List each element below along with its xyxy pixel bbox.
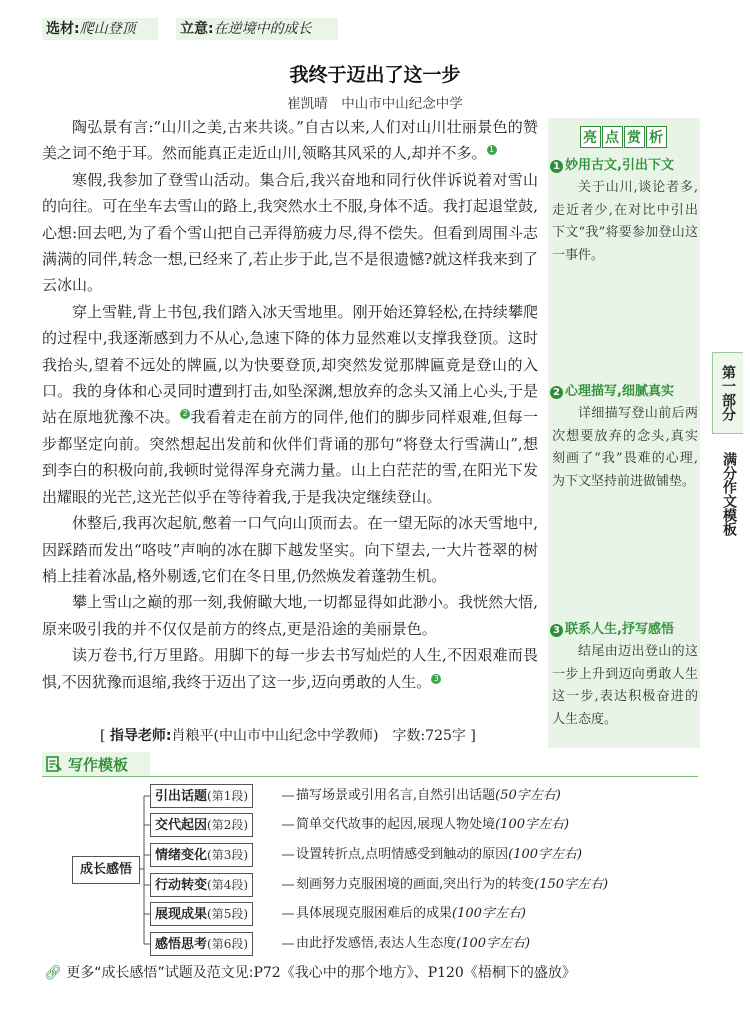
template-desc-2: 简单交代故事的起因,展现人物处境(100字左右) [296,817,570,832]
template-desc-5: 具体展现克服困难后的成果(100字左右) [296,906,526,921]
template-branch-3: 情绪变化(第3段) [150,843,253,867]
note-marker-2: 2 [180,409,190,419]
teacher-value: 肖粮平(中山市中山纪念中学教师) [171,728,379,744]
template-desc-4: 刻画努力克服困境的画面,突出行为的转变(150字左右) [296,877,609,892]
note-heading-2: 2 心理描写,细腻真实 [550,380,674,399]
template-branch-2: 交代起因(第2段) [150,813,253,837]
topic-value: 爬山登顶 [79,21,136,37]
template-heading: 写作模板 [68,756,129,774]
more-refs [44,962,576,982]
template-branch-1: 引出话题(第1段) [150,784,253,808]
note-marker-1: 1 [487,145,497,155]
template-desc-1: 描写场景或引用名言,自然引出话题(50字左右) [296,788,561,803]
essay-title: 我终于迈出了这一步 [289,64,461,86]
topic-label: 选材: [46,21,80,37]
link-icon: 🔗︎ [44,965,62,981]
essay-paragraph: 寒假,我参加了登雪山活动。集合后,我兴奋地和同行伙伴诉说着对雪山的向往。可在坐车去雪山的路上,我突然水土不服,身体不适。我打起退堂鼓,心想:回去吧,为了看个雪山把自己弄得筋疲力尽,得不偿失。但看到周围斗志满满的同伴,转念一想,已经来了,若止步于此,岂不是很遗憾?就这样我来到了云冰山。 [42,170,538,295]
template-desc-6: 由此抒发感悟,表达人生态度(100字左右) [296,936,531,951]
part-tab[interactable]: 第一部分 [712,352,743,434]
template-desc-3: 设置转折点,点明情感受到触动的原因(100字左右) [296,847,583,862]
teacher-label: 指导老师: [109,728,172,744]
note-heading-1: 1 妙用古文,引出下文 [550,154,674,173]
essay-author: 崔凯晴 中山市中山纪念中学 [287,96,463,112]
template-branch-6: 感悟思考(第6段) [150,932,253,956]
template-root: 成长感悟 [72,856,140,884]
essay-paragraph: 攀上雪山之巅的那一刻,我俯瞰大地,一切都显得如此渺小。我恍然大悟,原来吸引我的并不仅仅是前方的终点,更是沿途的美丽景色。 [42,593,538,638]
more-prefix: 更多“成长感悟”试题及范文见: [66,965,254,981]
note-heading-3: 3 联系人生,抒写感悟 [550,618,674,637]
teacher-line: [ 指导老师:肖粮平(中山市中山纪念中学教师) 字数:725字 ] [100,728,476,744]
word-count: 字数:725字 [392,728,466,744]
template-branch-4: 行动转变(第4段) [150,873,253,897]
template-branch-5: 展现成果(第5段) [150,902,253,926]
note-body-1: 关于山川,谈论者多,走近者少,在对比中引出下文“我”将要参加登山这一事件。 [552,180,698,263]
essay-paragraph: 休整后,我再次起航,憋着一口气向山顶而去。在一望无际的冰天雪地中,因踩踏而发出“咯吱”声响的冰在脚下越发坚实。向下望去,一大片苍翠的树梢上挂着冰晶,格外剔透,它们在冬日里,仍然焕发着蓬勃生机。 [42,514,538,585]
more-refs-links[interactable]: P72《我心中的那个地方》、P120《梧桐下的盛放》 [253,965,576,981]
intent-value: 在逆境中的成长 [213,21,312,37]
panel-title: 亮 点 赏 析 [580,126,668,148]
essay-paragraph: 陶弘景有言:“山川之美,古来共谈。”自古以来,人们对山川壮丽景色的赞美之词不绝于耳。然而能真正走近山川,领略其风采的人,却并不多。 1 [42,118,538,163]
intent-label: 立意: [180,21,214,37]
essay-paragraph: 穿上雪鞋,背上书包,我们踏入冰天雪地里。刚开始还算轻松,在持续攀爬的过程中,我逐渐感到力不从心,急速下降的体力显然难以支撑我登顶。这时我抬头,望着不远处的牌匾,以为快要登顶,却突然发觉那牌匾竟是登山的入口。我的身体和心灵同时遭到打击,如坠深渊,想放弃的念头又涌上心头,于是站在原地犹豫不决。 2 我看着走在前方的同伴,他们的脚步同样艰难,但每一步都坚定向前。突然想起出发前和伙伴们背诵的那句“将登太行雪满山”,想到李白的积极向前,我顿时觉得浑身充满力量。山上白茫茫的雪,在阳光下发出耀眼的光芒,这光芒似乎在等待着我,于是我决定继续登山。 [42,302,538,506]
note-body-3: 结尾由迈出登山的这一步上升到迈向勇敢人生这一步,表达积极奋进的人生态度。 [552,644,698,727]
section-label: 满分作文模板 [721,452,737,536]
note-marker-3: 3 [431,674,441,684]
note-body-2: 详细描写登山前后两次想要放弃的念头,真实刻画了“我”畏难的心理,为下文坚持前进做铺垫。 [552,406,698,489]
essay-paragraph: 读万卷书,行万里路。用脚下的每一步去书写灿烂的人生,不因艰难而畏惧,不因犹豫而退缩,我终于迈出了这一步,迈向勇敢的人生。 3 [42,646,538,691]
